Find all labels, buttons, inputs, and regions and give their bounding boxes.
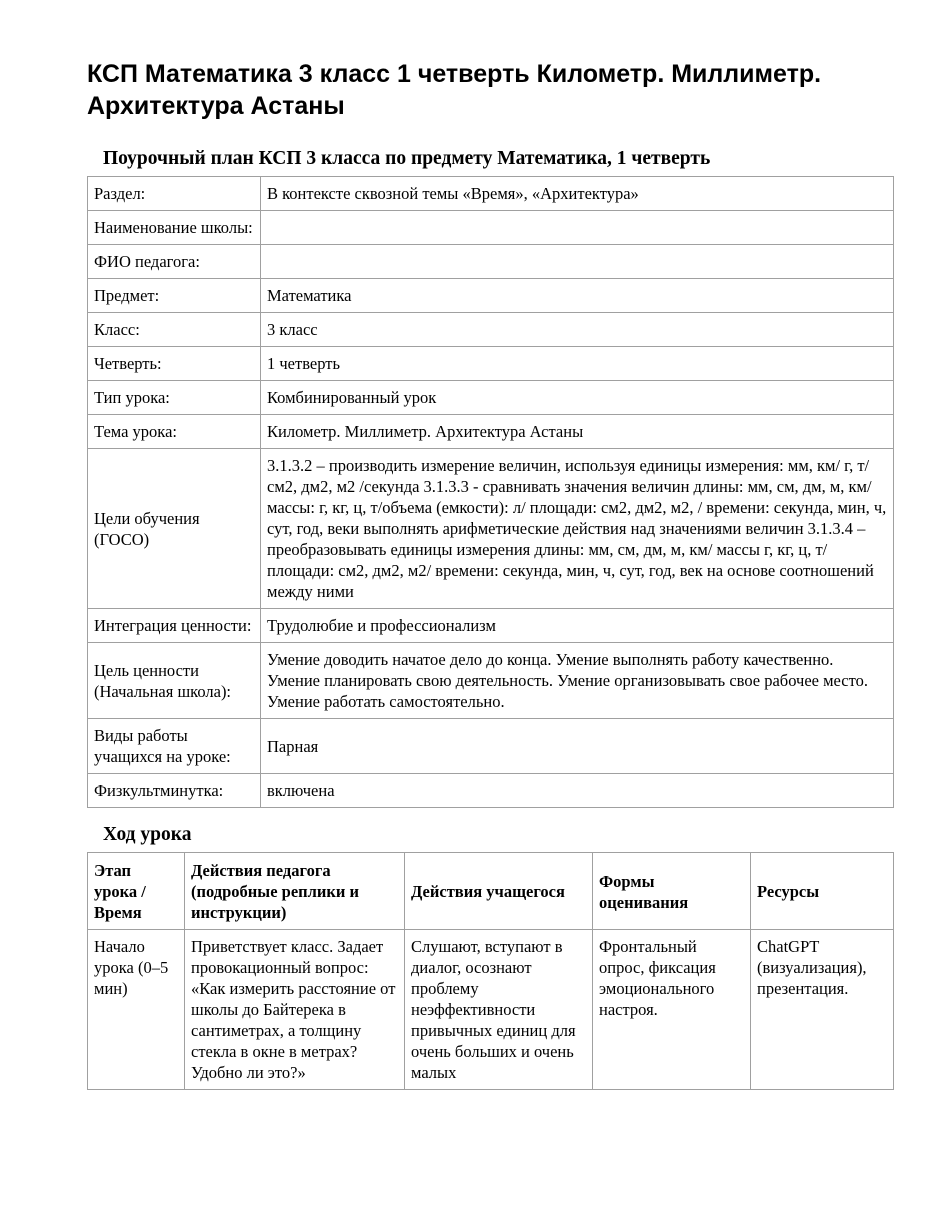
table-row <box>88 930 894 1090</box>
table-row <box>88 313 894 347</box>
column-header: Действия учащегося <box>405 853 593 930</box>
table-row <box>88 245 894 279</box>
table-cell: Начало урока (0–5 мин) <box>88 930 185 1090</box>
table-cell: Фронтальный опрос, фиксация эмоционального настроя. <box>593 930 751 1090</box>
row-value: Математика <box>261 279 894 313</box>
table-row <box>88 347 894 381</box>
row-value <box>261 245 894 279</box>
row-value: включена <box>261 774 894 808</box>
row-label: Тема урока: <box>88 415 261 449</box>
table-cell: Приветствует класс. Задает провокационный вопрос: «Как измерить расстояние от школы до Байтерека в сантиметрах, а толщину стекла в окне в метрах? Удобно ли это?» <box>185 930 405 1090</box>
table-row <box>88 415 894 449</box>
row-value: Комбинированный урок <box>261 381 894 415</box>
lesson-flow-table <box>87 852 894 1090</box>
table-row <box>88 774 894 808</box>
column-header: Ресурсы <box>751 853 894 930</box>
table-header-row <box>88 853 894 930</box>
row-label: Наименование школы: <box>88 211 261 245</box>
row-label: Раздел: <box>88 177 261 211</box>
row-value: Умение доводить начатое дело до конца. Умение выполнять работу качественно. Умение планировать свою деятельность. Умение организовывать свое рабочее место. Умение работать самостоятельно. <box>261 643 894 719</box>
table-row <box>88 643 894 719</box>
plan-heading: Поурочный план КСП 3 класса по предмету Математика, 1 четверть <box>103 148 711 169</box>
row-value: 3.1.3.2 – производить измерение величин, используя единицы измерения: мм, км/ г, т/см2, дм2, м2 /секунда 3.1.3.3 - сравнивать значения величин длины: мм, см, дм, м, км/массы: г, кг, ц, т/объема (емкости): л/ площади: см2, дм2, м2, / времени: секунда, мин, ч, сут, год, веки выполнять арифметические действия над значениями величин 3.1.3.4 – преобразовывать единицы измерения длины: мм, см, дм, м, км/ массы г, кг, ц, т/ площади: см2, дм2, м2/ времени: секунда, мин, ч, сут, год, век на основе соотношений между ними <box>261 449 894 609</box>
row-label: Предмет: <box>88 279 261 313</box>
table-row <box>88 719 894 774</box>
document-title: КСП Математика 3 класс 1 четверть Километр. Миллиметр. Архитектура Астаны <box>87 60 822 120</box>
column-header: Этап урока / Время <box>88 853 185 930</box>
row-value: 1 четверть <box>261 347 894 381</box>
table-row <box>88 279 894 313</box>
table-row <box>88 449 894 609</box>
row-label: Четверть: <box>88 347 261 381</box>
row-value: 3 класс <box>261 313 894 347</box>
table-row <box>88 609 894 643</box>
row-label: Цели обучения (ГОСО) <box>88 449 261 609</box>
row-label: ФИО педагога: <box>88 245 261 279</box>
row-value: Трудолюбие и профессионализм <box>261 609 894 643</box>
row-value <box>261 211 894 245</box>
lesson-flow-heading: Ход урока <box>103 824 192 845</box>
table-row <box>88 177 894 211</box>
document-page <box>87 58 893 1090</box>
row-value: Километр. Миллиметр. Архитектура Астаны <box>261 415 894 449</box>
row-label: Цель ценности (Начальная школа): <box>88 643 261 719</box>
row-value: Парная <box>261 719 894 774</box>
column-header: Формы оценивания <box>593 853 751 930</box>
table-cell: Слушают, вступают в диалог, осознают проблему неэффективности привычных единиц для очень больших и очень малых <box>405 930 593 1090</box>
table-row <box>88 381 894 415</box>
column-header: Действия педагога (подробные реплики и инструкции) <box>185 853 405 930</box>
lesson-info-table <box>87 176 894 808</box>
row-label: Тип урока: <box>88 381 261 415</box>
row-label: Интеграция ценности: <box>88 609 261 643</box>
table-cell: ChatGPT (визуализация), презентация. <box>751 930 894 1090</box>
row-label: Физкультминутка: <box>88 774 261 808</box>
table-row <box>88 211 894 245</box>
row-value: В контексте сквозной темы «Время», «Архитектура» <box>261 177 894 211</box>
row-label: Виды работы учащихся на уроке: <box>88 719 261 774</box>
row-label: Класс: <box>88 313 261 347</box>
